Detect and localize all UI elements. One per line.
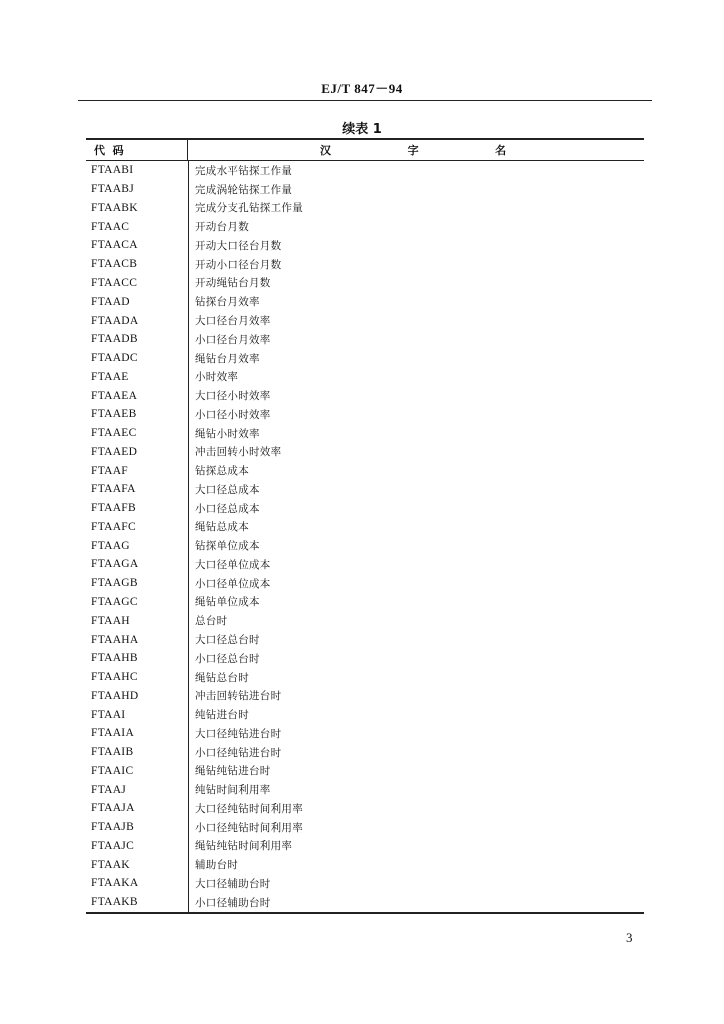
row-code: FTAAKB — [91, 896, 138, 909]
row-name: 小口径纯钻进台时 — [195, 746, 282, 759]
row-name: 开动大口径台月数 — [195, 239, 282, 252]
table-body — [86, 161, 644, 912]
row-code: FTAAH — [91, 614, 130, 627]
row-name: 冲击回转小时效率 — [195, 446, 282, 459]
table-row — [86, 461, 644, 480]
table-row — [86, 893, 644, 912]
header-rule — [78, 100, 652, 101]
row-name: 小口径辅助台时 — [195, 896, 271, 909]
row-code: FTAABJ — [91, 183, 135, 196]
row-name: 开动绳钻台月数 — [195, 277, 271, 290]
row-code: FTAADC — [91, 352, 138, 365]
row-name: 绳钻纯钻时间利用率 — [195, 840, 293, 853]
row-name: 完成分支孔钻探工作量 — [195, 202, 303, 215]
row-code: FTAAFB — [91, 502, 136, 515]
row-code: FTAAJA — [91, 802, 135, 815]
row-name: 大口径辅助台时 — [195, 877, 271, 890]
row-code: FTAAHC — [91, 671, 138, 684]
table-row — [86, 611, 644, 630]
row-code: FTAACB — [91, 258, 138, 271]
table-row — [86, 480, 644, 499]
row-name: 开动小口径台月数 — [195, 258, 282, 271]
row-code: FTAAJ — [91, 783, 127, 796]
row-name: 钻探单位成本 — [195, 540, 260, 553]
row-name: 大口径小时效率 — [195, 390, 271, 403]
row-name: 完成涡轮钻探工作量 — [195, 183, 293, 196]
table-row — [86, 536, 644, 555]
table-row — [86, 762, 644, 781]
row-code: FTAAHB — [91, 652, 138, 665]
table-row — [86, 199, 644, 218]
row-name: 小口径台月效率 — [195, 333, 271, 346]
row-code: FTAAHA — [91, 633, 139, 646]
row-name: 小口径小时效率 — [195, 408, 271, 421]
row-code: FTAAK — [91, 858, 130, 871]
row-name: 开动台月数 — [195, 221, 249, 234]
table-row — [86, 855, 644, 874]
column-header-code: 代 码 — [86, 140, 188, 160]
row-code: FTAAF — [91, 464, 129, 477]
row-code: FTAAJB — [91, 821, 135, 834]
page-number: 3 — [626, 930, 633, 945]
table-row — [86, 367, 644, 386]
table-row — [86, 405, 644, 424]
table-row — [86, 386, 644, 405]
table-row — [86, 161, 644, 180]
row-name: 小口径纯钻时间利用率 — [195, 821, 303, 834]
row-name: 纯钻时间利用率 — [195, 784, 271, 797]
row-code: FTAAD — [91, 295, 130, 308]
row-code: FTAAEA — [91, 389, 138, 402]
table-row — [86, 818, 644, 837]
row-name: 小口径总台时 — [195, 652, 260, 665]
row-name: 大口径纯钻时间利用率 — [195, 802, 303, 815]
row-code: FTAAKA — [91, 877, 139, 890]
table-row — [86, 555, 644, 574]
document-code: EJ/T 847－94 — [321, 81, 403, 96]
row-name: 冲击回转钻进台时 — [195, 690, 282, 703]
table-row — [86, 686, 644, 705]
table-row — [86, 424, 644, 443]
row-code: FTAACA — [91, 239, 138, 252]
table-row — [86, 311, 644, 330]
row-name: 绳钻纯钻进台时 — [195, 765, 271, 778]
row-name: 绳钻总成本 — [195, 521, 249, 534]
row-code: FTAAHD — [91, 689, 139, 702]
row-code: FTAAIB — [91, 746, 134, 759]
table-row — [86, 649, 644, 668]
row-name: 小口径单位成本 — [195, 577, 271, 590]
row-name: 完成水平钻探工作量 — [195, 164, 293, 177]
table-row — [86, 518, 644, 537]
row-name: 小口径总成本 — [195, 502, 260, 515]
row-code: FTAAI — [91, 708, 126, 721]
table-row — [86, 292, 644, 311]
table-row — [86, 705, 644, 724]
table-row — [86, 574, 644, 593]
table-row — [86, 180, 644, 199]
table-row — [86, 255, 644, 274]
row-code: FTAAFA — [91, 483, 136, 496]
table-row — [86, 874, 644, 893]
row-code: FTAAED — [91, 445, 138, 458]
row-code: FTAAC — [91, 220, 130, 233]
row-name: 小时效率 — [195, 371, 239, 384]
row-code: FTAABI — [91, 164, 134, 177]
table-row — [86, 799, 644, 818]
row-name: 绳钻总台时 — [195, 671, 249, 684]
table-row — [86, 837, 644, 856]
row-code: FTAAG — [91, 539, 130, 552]
row-name: 钻探台月效率 — [195, 296, 260, 309]
row-code: FTAACC — [91, 276, 138, 289]
row-name: 纯钻进台时 — [195, 709, 249, 722]
row-name: 大口径台月效率 — [195, 315, 271, 327]
row-name: 大口径单位成本 — [195, 558, 271, 571]
table-caption: 续表 1 — [342, 122, 382, 137]
row-code: FTAAGB — [91, 577, 138, 590]
row-code: FTAAEB — [91, 408, 137, 421]
table-header-row — [86, 140, 644, 161]
table-row — [86, 349, 644, 368]
table-bottom-rule — [86, 912, 644, 914]
row-code: FTAADB — [91, 333, 138, 346]
row-code: FTAABK — [91, 201, 138, 214]
column-header-name: 汉 字 名 — [320, 144, 507, 157]
row-name: 大口径总台时 — [195, 634, 260, 647]
row-code: FTAAGC — [91, 595, 138, 608]
row-name: 绳钻单位成本 — [195, 596, 260, 609]
row-name: 绳钻台月效率 — [195, 352, 260, 365]
table-row — [86, 499, 644, 518]
table-row — [86, 743, 644, 762]
row-code: FTAAE — [91, 370, 129, 383]
table-row — [86, 780, 644, 799]
row-code: FTAAFC — [91, 520, 136, 533]
code-table — [86, 138, 644, 914]
row-name: 大口径纯钻进台时 — [195, 727, 282, 740]
row-name: 绳钻小时效率 — [195, 427, 260, 440]
row-name: 总台时 — [195, 615, 228, 628]
row-code: FTAAEC — [91, 427, 137, 440]
table-row — [86, 217, 644, 236]
table-row — [86, 236, 644, 255]
table-row — [86, 724, 644, 743]
table-row — [86, 593, 644, 612]
table-row — [86, 274, 644, 293]
table-row — [86, 442, 644, 461]
row-code: FTAAGA — [91, 558, 139, 571]
row-code: FTAAJC — [91, 839, 135, 852]
row-code: FTAAIA — [91, 727, 135, 740]
row-name: 大口径总成本 — [195, 483, 260, 496]
table-row — [86, 330, 644, 349]
row-code: FTAAIC — [91, 764, 134, 777]
table-row — [86, 630, 644, 649]
row-name: 辅助台时 — [195, 859, 239, 872]
row-name: 钻探总成本 — [195, 465, 249, 478]
table-row — [86, 668, 644, 687]
row-code: FTAADA — [91, 314, 139, 327]
